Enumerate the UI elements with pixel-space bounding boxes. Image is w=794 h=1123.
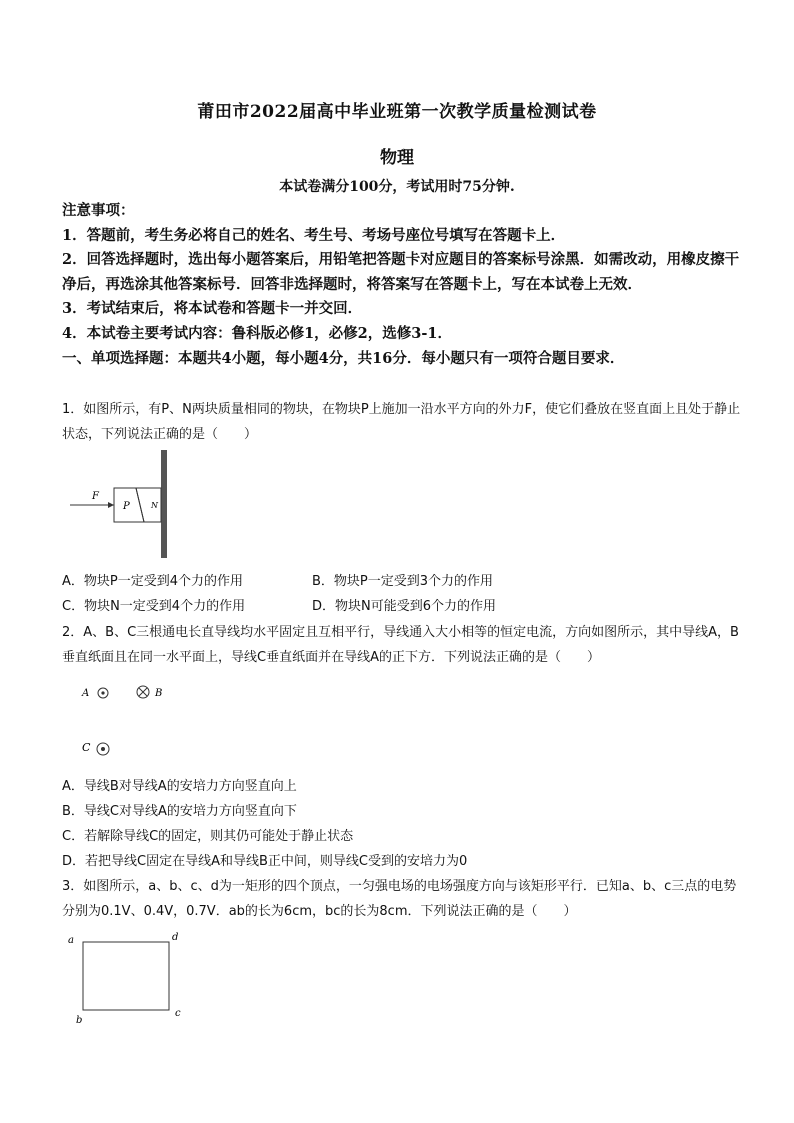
q2-option-d[interactable]: D．若把导线C固定在导线A和导线B正中间，则导线C受到的安培力为0 bbox=[62, 854, 468, 869]
q1-option-b[interactable]: B．物块P一定受到3个力的作用 bbox=[312, 574, 494, 589]
q3-figure bbox=[62, 928, 192, 1028]
q2-options bbox=[62, 774, 742, 874]
q1-figure bbox=[70, 450, 180, 560]
block-n-label: N bbox=[151, 501, 158, 510]
question-1-stem: 1．如图所示，有P、N两块质量相同的物块，在物块P上施加一沿水平方向的外力F，使它们叠放在竖直面上且处于静止状态，下列说法正确的是（ ） bbox=[62, 402, 741, 442]
block-p-label: P bbox=[123, 501, 130, 512]
vertical-wall bbox=[161, 450, 167, 558]
wire-c-label: C bbox=[82, 741, 91, 754]
q2-option-c[interactable]: C．若解除导线C的固定，则其仍可能处于静止状态 bbox=[62, 829, 354, 844]
question-2 bbox=[62, 620, 742, 670]
question-3 bbox=[62, 874, 742, 924]
question-3-stem: 3．如图所示，a、b、c、d为一矩形的四个顶点，一匀强电场的电场强度方向与该矩形平行．已知a、b、c三点的电势分别为0.1V、0.4V，0.7V．ab的长为6cm，bc的长为8cm．下列说法正确的是（ ） bbox=[62, 879, 737, 919]
note-item: 4．本试卷主要考试内容：鲁科版必修1，必修2，选修3-1． bbox=[62, 324, 452, 342]
rectangle-abcd bbox=[83, 942, 169, 1010]
vertex-c-label: c bbox=[175, 1008, 181, 1019]
q2-option-a[interactable]: A．导线B对导线A的安培力方向竖直向上 bbox=[62, 779, 297, 794]
wire-a-label: A bbox=[82, 688, 90, 699]
note-item: 2．回答选择题时，选出每小题答案后，用铅笔把答题卡对应题目的答案标号涂黑．如需改动，用橡皮擦干净后，再选涂其他答案标号．回答非选择题时，将答案写在答题卡上，写在本试卷上无效． bbox=[62, 251, 740, 293]
question-2-stem: 2．A、B、C三根通电长直导线均水平固定且互相平行，导线通入大小相等的恒定电流，方向如图所示，其中导线A，B垂直纸面且在同一水平面上，导线C垂直纸面并在导线A的正下方．下列说法正确的是（ ） bbox=[62, 625, 739, 665]
wire-b-label: B bbox=[155, 688, 163, 699]
q1-option-c[interactable]: C．物块N一定受到4个力的作用 bbox=[62, 599, 246, 614]
exam-meta: 本试卷满分100分，考试用时75分钟. bbox=[279, 179, 515, 195]
notes-heading: 注意事项： bbox=[62, 202, 135, 219]
wire-a-dot bbox=[101, 691, 104, 694]
q1-option-a[interactable]: A．物块P一定受到4个力的作用 bbox=[62, 574, 244, 589]
subject-title: 物理 bbox=[380, 148, 414, 168]
wire-c-dot bbox=[101, 747, 105, 751]
note-item: 3．考试结束后，将本试卷和答题卡一并交回． bbox=[62, 300, 363, 318]
section-heading: 一、单项选择题：本题共4小题，每小题4分，共16分．每小题只有一项符合题目要求． bbox=[62, 349, 625, 367]
q2-option-b[interactable]: B．导线C对导线A的安培力方向竖直向下 bbox=[62, 804, 297, 819]
note-item: 1．答题前，考生务必将自己的姓名、考生号、考场号座位号填写在答题卡上． bbox=[62, 226, 566, 244]
force-label: F bbox=[92, 491, 99, 502]
vertex-a-label: a bbox=[68, 935, 74, 946]
exam-title: 莆田市2022届高中毕业班第一次教学质量检测试卷 bbox=[197, 102, 597, 122]
q1-options bbox=[62, 569, 496, 619]
notes-block bbox=[62, 199, 742, 371]
force-arrowhead bbox=[108, 502, 114, 508]
question-1 bbox=[62, 397, 742, 447]
vertex-b-label: b bbox=[76, 1015, 83, 1026]
vertex-d-label: d bbox=[172, 932, 179, 943]
q1-option-d[interactable]: D．物块N可能受到6个力的作用 bbox=[312, 599, 497, 614]
q2-figure bbox=[70, 678, 190, 768]
